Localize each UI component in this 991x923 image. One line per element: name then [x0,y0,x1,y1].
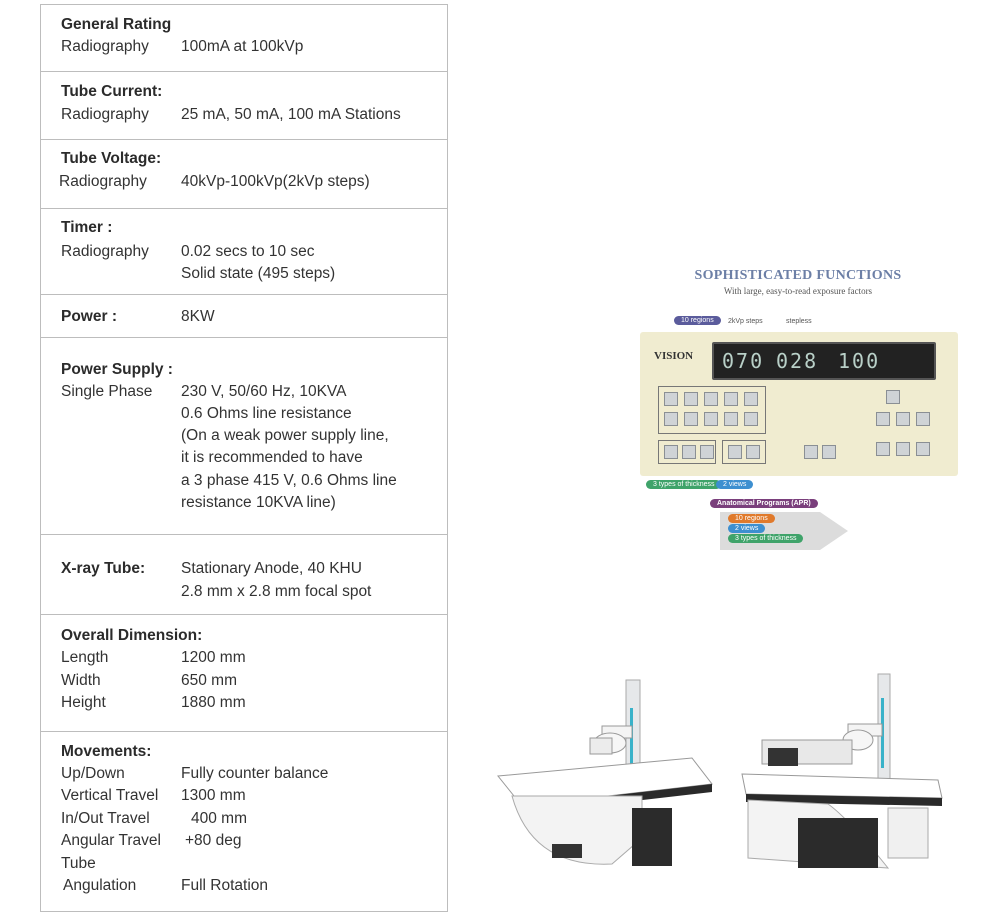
control-panel-illustration [638,258,958,554]
view-button [746,445,760,459]
mas-readout: 100 [838,349,881,373]
control-button [896,442,910,456]
spec-value: 1200 mm [181,649,246,666]
spec-value: 0.02 secs to 10 sec [181,243,315,260]
section-timer [41,209,447,295]
spec-value: 230 V, 50/60 Hz, 10KVA [181,383,347,400]
spec-value: (On a weak power supply line, [181,427,389,444]
spec-label: Up/Down [61,765,125,782]
spec-value: Stationary Anode, 40 KHU [181,560,362,577]
section-power-supply [41,338,447,535]
spec-label: Radiography [59,173,147,190]
region-button [684,412,698,426]
spec-value: Solid state (495 steps) [181,265,336,282]
control-button [822,445,836,459]
spec-value: Full Rotation [181,877,269,894]
spec-value: 8KW [181,308,215,325]
section-tube-current [41,72,447,140]
spec-value: a 3 phase 415 V, 0.6 Ohms line [181,472,397,489]
spec-value: Fully counter balance [181,765,329,782]
spec-value: it is recommended to have [181,449,363,466]
section-title: Power Supply : [61,361,173,378]
control-button [886,390,900,404]
panel-title: SOPHISTICATED FUNCTIONS [694,268,902,283]
region-button [724,412,738,426]
spec-value: 100mA at 100kVp [181,38,304,55]
control-button [916,412,930,426]
spec-label: Tube [61,855,96,872]
section-overall-dimension [41,615,447,732]
section-title: Timer : [61,219,113,236]
section-title: Tube Voltage: [61,150,162,167]
brand-logo: VISION [654,350,694,362]
thickness-button [700,445,714,459]
spec-label: Radiography [61,38,149,55]
tag-thickness: 3 types of thickness [646,480,721,489]
control-button [804,445,818,459]
region-button [684,392,698,406]
thickness-button [664,445,678,459]
apr-item: 3 types of thickness [728,534,803,543]
spec-value: +80 deg [185,832,242,849]
section-title: General Rating [61,16,172,33]
section-tube-voltage [41,140,447,209]
spec-value: 0.6 Ohms line resistance [181,405,352,422]
xray-table-unit-front [492,668,722,878]
spec-label: Length [61,649,109,666]
tag-kvp-steps: 2kVp steps [728,318,763,325]
section-power [41,295,447,338]
view-button [728,445,742,459]
section-title: Tube Current: [61,83,163,100]
section-title: Movements: [61,743,152,760]
spec-value: 650 mm [181,672,237,689]
kvp-readout: 070 [722,349,765,373]
section-general-rating [41,5,447,72]
spec-label: Height [61,694,106,711]
section-title: X-ray Tube: [61,560,146,577]
spec-value: resistance 10KVA line) [181,494,336,511]
spec-label: Width [61,672,101,689]
region-button [704,412,718,426]
control-button [876,412,890,426]
region-button [664,412,678,426]
tag-apr: Anatomical Programs (APR) [710,499,818,508]
thickness-button [682,445,696,459]
spec-value: 2.8 mm x 2.8 mm focal spot [181,583,372,600]
spec-label: Radiography [61,243,149,260]
spec-value: 1300 mm [181,787,246,804]
tag-views: 2 views [716,480,753,489]
spec-label: In/Out Travel [61,810,150,827]
apr-item: 10 regions [728,514,775,523]
apr-item: 2 views [728,524,765,533]
section-title: Power : [61,308,117,325]
specification-table [40,4,448,912]
spec-label: Radiography [61,106,149,123]
region-button [744,392,758,406]
tag-regions: 10 regions [674,316,721,325]
region-button [704,392,718,406]
ma-readout: 028 [776,349,819,373]
control-button [876,442,890,456]
spec-label: Angular Travel [61,832,161,849]
region-button [664,392,678,406]
panel-subtitle: With large, easy-to-read exposure factors [723,286,873,296]
section-title: Overall Dimension: [61,627,203,644]
exposure-display [712,342,936,380]
section-xray-tube [41,535,447,615]
control-button [896,412,910,426]
section-movements [41,732,447,911]
region-button [744,412,758,426]
spec-label: Single Phase [61,383,153,400]
region-button [724,392,738,406]
tag-stepless: stepless [786,318,812,325]
spec-label: Vertical Travel [61,787,159,804]
control-button [916,442,930,456]
spec-value: 25 mA, 50 mA, 100 mA Stations [181,106,401,123]
spec-value: 40kVp-100kVp(2kVp steps) [181,173,370,190]
spec-label: Angulation [63,877,137,894]
spec-value: 1880 mm [181,694,246,711]
xray-table-unit-side [738,668,948,878]
control-board [640,332,958,476]
spec-value: 400 mm [191,810,247,827]
